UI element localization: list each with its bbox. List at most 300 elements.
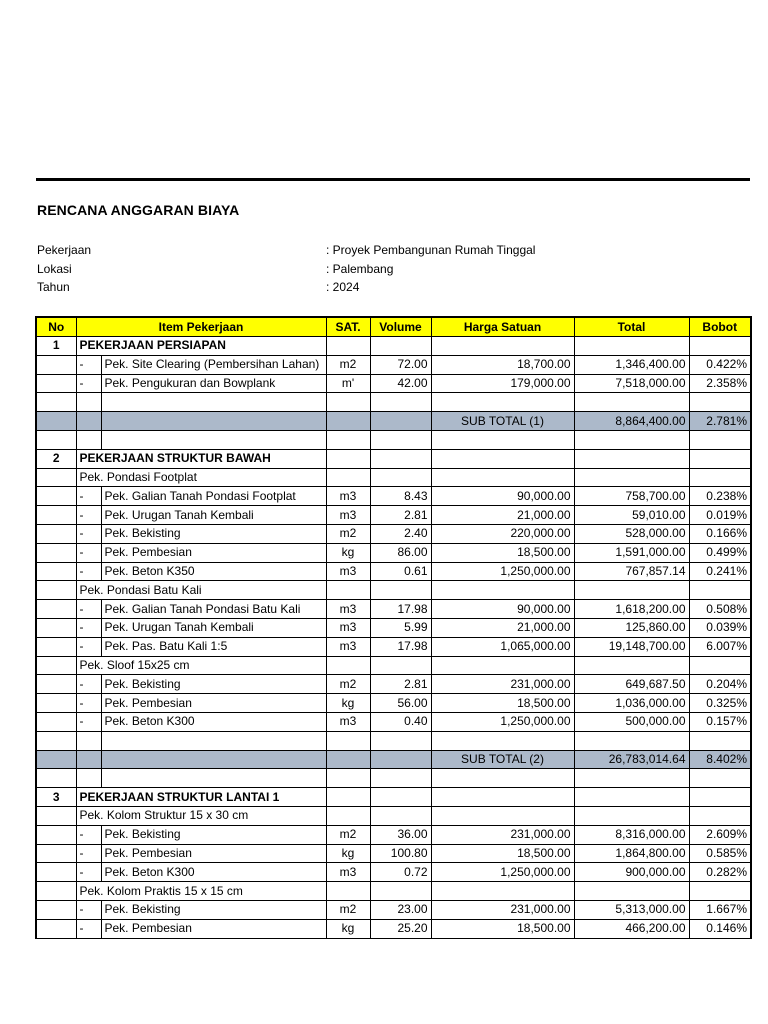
item-total: 1,591,000.00 xyxy=(574,543,689,562)
item-total: 466,200.00 xyxy=(574,919,689,938)
item-sat: m3 xyxy=(326,712,370,731)
item-dash: - xyxy=(76,900,101,919)
cell-volume xyxy=(370,337,431,356)
cell-bobot xyxy=(689,882,751,901)
row-no xyxy=(36,882,76,901)
section-title-text: PEKERJAAN PERSIAPAN xyxy=(79,338,226,353)
table-body xyxy=(36,337,751,939)
item-total: 59,010.00 xyxy=(574,506,689,525)
cell-bobot xyxy=(689,449,751,468)
group-title: Pek. Pondasi Batu Kali xyxy=(76,581,326,600)
item-bobot: 0.039% xyxy=(689,618,751,637)
item-name: Pek. Galian Tanah Pondasi Footplat xyxy=(101,487,326,506)
row-no xyxy=(36,543,76,562)
header-item: Item Pekerjaan xyxy=(76,317,326,337)
group-row xyxy=(36,581,751,600)
row-no xyxy=(36,430,76,449)
cell-harga xyxy=(431,882,574,901)
cell-total xyxy=(574,806,689,825)
header-no: No xyxy=(36,317,76,337)
item-sat: m2 xyxy=(326,524,370,543)
cell-total xyxy=(574,882,689,901)
item-total: 1,618,200.00 xyxy=(574,600,689,619)
cell-harga xyxy=(431,581,574,600)
cell-sat xyxy=(326,430,370,449)
item-harga: 1,250,000.00 xyxy=(431,712,574,731)
item-total: 649,687.50 xyxy=(574,675,689,694)
item-harga: 18,500.00 xyxy=(431,919,574,938)
cell-bobot xyxy=(689,656,751,675)
section-title-text: PEKERJAAN STRUKTUR BAWAH xyxy=(79,451,271,466)
table-row xyxy=(36,543,751,562)
item-harga: 1,250,000.00 xyxy=(431,863,574,882)
item-sat: kg xyxy=(326,844,370,863)
cell-sat xyxy=(326,581,370,600)
row-no xyxy=(36,844,76,863)
document-title: RENCANA ANGGARAN BIAYA xyxy=(37,202,240,218)
cell-harga xyxy=(431,337,574,356)
cell-total xyxy=(574,769,689,788)
item-bobot: 2.609% xyxy=(689,825,751,844)
item-name: Pek. Pembesian xyxy=(101,694,326,713)
subtotal-row xyxy=(36,412,751,431)
cell-harga xyxy=(431,430,574,449)
table-row xyxy=(36,863,751,882)
item-harga: 18,500.00 xyxy=(431,543,574,562)
row-no xyxy=(36,600,76,619)
meta-pekerjaan xyxy=(37,243,536,257)
meta-lokasi xyxy=(37,262,394,276)
table-header-row xyxy=(36,317,751,337)
cell-sat xyxy=(326,449,370,468)
item-bobot: 0.019% xyxy=(689,506,751,525)
cell-sat xyxy=(326,412,370,431)
cell-volume xyxy=(370,882,431,901)
item-volume: 0.40 xyxy=(370,712,431,731)
item-name: Pek. Bekisting xyxy=(101,675,326,694)
table-row xyxy=(36,506,751,525)
meta-value: : Proyek Pembangunan Rumah Tinggal xyxy=(326,243,536,257)
cell-volume xyxy=(370,788,431,807)
meta-label: Tahun xyxy=(37,280,70,294)
item-harga: 21,000.00 xyxy=(431,506,574,525)
item-bobot: 1.667% xyxy=(689,900,751,919)
cell-sat xyxy=(326,769,370,788)
cell-bobot xyxy=(689,806,751,825)
cell-volume xyxy=(370,430,431,449)
cell-volume xyxy=(370,656,431,675)
item-dash: - xyxy=(76,543,101,562)
item-dash: - xyxy=(76,562,101,581)
item-volume: 23.00 xyxy=(370,900,431,919)
item-name: Pek. Pengukuran dan Bowplank xyxy=(101,374,326,393)
section-title xyxy=(76,337,326,356)
item-volume: 0.72 xyxy=(370,863,431,882)
cell-volume xyxy=(370,750,431,769)
item-volume: 2.81 xyxy=(370,675,431,694)
item-volume: 72.00 xyxy=(370,355,431,374)
item-bobot: 0.282% xyxy=(689,863,751,882)
row-no xyxy=(36,919,76,938)
cell-sat xyxy=(326,882,370,901)
item-total: 8,316,000.00 xyxy=(574,825,689,844)
section-row xyxy=(36,788,751,807)
item-volume: 17.98 xyxy=(370,637,431,656)
table-row xyxy=(36,844,751,863)
table-row xyxy=(36,524,751,543)
item-dash: - xyxy=(76,863,101,882)
cell-volume xyxy=(370,731,431,750)
table-row xyxy=(36,675,751,694)
item-bobot: 0.146% xyxy=(689,919,751,938)
table-row xyxy=(36,355,751,374)
item-volume: 25.20 xyxy=(370,919,431,938)
cell-sat xyxy=(326,468,370,487)
table-row xyxy=(36,694,751,713)
item-dash: - xyxy=(76,694,101,713)
blank-row xyxy=(36,769,751,788)
subtotal-bobot: 8.402% xyxy=(689,750,751,769)
cell-dash xyxy=(76,769,101,788)
item-harga: 231,000.00 xyxy=(431,900,574,919)
row-no xyxy=(36,825,76,844)
item-harga: 21,000.00 xyxy=(431,618,574,637)
item-harga: 90,000.00 xyxy=(431,600,574,619)
item-sat: m3 xyxy=(326,487,370,506)
item-harga: 231,000.00 xyxy=(431,675,574,694)
cell-volume xyxy=(370,769,431,788)
item-dash: - xyxy=(76,524,101,543)
item-name: Pek. Bekisting xyxy=(101,825,326,844)
item-sat: m3 xyxy=(326,637,370,656)
blank-row xyxy=(36,731,751,750)
cell-total xyxy=(574,430,689,449)
cell-sat xyxy=(326,806,370,825)
item-dash: - xyxy=(76,506,101,525)
cell-bobot xyxy=(689,468,751,487)
row-no xyxy=(36,806,76,825)
cell-dash xyxy=(76,750,101,769)
item-harga: 90,000.00 xyxy=(431,487,574,506)
meta-value: : Palembang xyxy=(326,262,394,276)
item-name: Pek. Pas. Batu Kali 1:5 xyxy=(101,637,326,656)
item-volume: 2.81 xyxy=(370,506,431,525)
subtotal-label: SUB TOTAL (2) xyxy=(431,750,574,769)
item-name: Pek. Beton K300 xyxy=(101,863,326,882)
cell-harga xyxy=(431,393,574,412)
cell-volume xyxy=(370,468,431,487)
row-no xyxy=(36,412,76,431)
row-no xyxy=(36,731,76,750)
item-name: Pek. Beton K350 xyxy=(101,562,326,581)
rab-table xyxy=(35,316,752,939)
cell-volume xyxy=(370,412,431,431)
cell-volume xyxy=(370,393,431,412)
cell-sat xyxy=(326,788,370,807)
table-row xyxy=(36,900,751,919)
subtotal-total: 8,864,400.00 xyxy=(574,412,689,431)
item-name: Pek. Pembesian xyxy=(101,543,326,562)
item-total: 900,000.00 xyxy=(574,863,689,882)
item-total: 125,860.00 xyxy=(574,618,689,637)
item-dash: - xyxy=(76,487,101,506)
cell-bobot xyxy=(689,430,751,449)
item-name: Pek. Bekisting xyxy=(101,524,326,543)
item-volume: 0.61 xyxy=(370,562,431,581)
row-no: 1 xyxy=(36,337,76,356)
cell-dash xyxy=(76,430,101,449)
item-dash: - xyxy=(76,618,101,637)
item-harga: 179,000.00 xyxy=(431,374,574,393)
top-rule xyxy=(36,178,750,181)
table-row xyxy=(36,712,751,731)
item-total: 1,036,000.00 xyxy=(574,694,689,713)
section-title xyxy=(76,449,326,468)
item-total: 500,000.00 xyxy=(574,712,689,731)
meta-label: Pekerjaan xyxy=(37,243,92,257)
cell-dash xyxy=(76,412,101,431)
table-row xyxy=(36,487,751,506)
table-row xyxy=(36,919,751,938)
item-sat: kg xyxy=(326,919,370,938)
item-bobot: 0.157% xyxy=(689,712,751,731)
table-row xyxy=(36,562,751,581)
row-no xyxy=(36,900,76,919)
item-name: Pek. Pembesian xyxy=(101,919,326,938)
item-sat: kg xyxy=(326,543,370,562)
item-total: 758,700.00 xyxy=(574,487,689,506)
cell-harga xyxy=(431,731,574,750)
item-harga: 1,065,000.00 xyxy=(431,637,574,656)
cell-item xyxy=(101,412,326,431)
item-bobot: 2.358% xyxy=(689,374,751,393)
item-name: Pek. Urugan Tanah Kembali xyxy=(101,506,326,525)
cell-total xyxy=(574,337,689,356)
cell-total xyxy=(574,581,689,600)
cell-harga xyxy=(431,769,574,788)
cell-sat xyxy=(326,337,370,356)
item-volume: 56.00 xyxy=(370,694,431,713)
group-row xyxy=(36,656,751,675)
cell-total xyxy=(574,656,689,675)
section-row xyxy=(36,337,751,356)
cell-bobot xyxy=(689,393,751,412)
group-row xyxy=(36,806,751,825)
cell-harga xyxy=(431,449,574,468)
item-total: 767,857.14 xyxy=(574,562,689,581)
item-bobot: 0.499% xyxy=(689,543,751,562)
item-dash: - xyxy=(76,675,101,694)
cell-bobot xyxy=(689,581,751,600)
item-total: 5,313,000.00 xyxy=(574,900,689,919)
cell-bobot xyxy=(689,769,751,788)
row-no xyxy=(36,468,76,487)
group-title: Pek. Sloof 15x25 cm xyxy=(76,656,326,675)
item-sat: m3 xyxy=(326,618,370,637)
item-bobot: 6.007% xyxy=(689,637,751,656)
meta-tahun xyxy=(37,280,360,294)
table-row xyxy=(36,825,751,844)
item-bobot: 0.585% xyxy=(689,844,751,863)
cell-sat xyxy=(326,393,370,412)
item-bobot: 0.204% xyxy=(689,675,751,694)
blank-row xyxy=(36,393,751,412)
item-sat: m2 xyxy=(326,825,370,844)
row-no xyxy=(36,393,76,412)
section-row xyxy=(36,449,751,468)
item-sat: m' xyxy=(326,374,370,393)
cell-item xyxy=(101,750,326,769)
cell-item xyxy=(101,393,326,412)
item-volume: 100.80 xyxy=(370,844,431,863)
item-harga: 231,000.00 xyxy=(431,825,574,844)
cell-total xyxy=(574,468,689,487)
cell-total xyxy=(574,449,689,468)
item-volume: 8.43 xyxy=(370,487,431,506)
item-total: 528,000.00 xyxy=(574,524,689,543)
subtotal-bobot: 2.781% xyxy=(689,412,751,431)
row-no xyxy=(36,355,76,374)
cell-harga xyxy=(431,788,574,807)
item-dash: - xyxy=(76,600,101,619)
meta-label: Lokasi xyxy=(37,262,72,276)
item-harga: 18,500.00 xyxy=(431,844,574,863)
subtotal-label: SUB TOTAL (1) xyxy=(431,412,574,431)
cell-harga xyxy=(431,806,574,825)
group-title: Pek. Pondasi Footplat xyxy=(76,468,326,487)
group-row xyxy=(36,882,751,901)
row-no xyxy=(36,712,76,731)
item-name: Pek. Pembesian xyxy=(101,844,326,863)
section-title xyxy=(76,788,326,807)
table-row xyxy=(36,600,751,619)
item-volume: 42.00 xyxy=(370,374,431,393)
item-harga: 1,250,000.00 xyxy=(431,562,574,581)
item-bobot: 0.241% xyxy=(689,562,751,581)
item-sat: m2 xyxy=(326,355,370,374)
item-dash: - xyxy=(76,637,101,656)
item-dash: - xyxy=(76,712,101,731)
header-sat: SAT. xyxy=(326,317,370,337)
section-title-text: PEKERJAAN STRUKTUR LANTAI 1 xyxy=(79,789,280,804)
cell-item xyxy=(101,430,326,449)
cell-bobot xyxy=(689,788,751,807)
group-title: Pek. Kolom Praktis 15 x 15 cm xyxy=(76,882,326,901)
cell-sat xyxy=(326,750,370,769)
cell-dash xyxy=(76,731,101,750)
cell-volume xyxy=(370,581,431,600)
item-sat: m3 xyxy=(326,600,370,619)
row-no: 3 xyxy=(36,788,76,807)
cell-harga xyxy=(431,468,574,487)
row-no xyxy=(36,374,76,393)
cell-item xyxy=(101,731,326,750)
cell-bobot xyxy=(689,337,751,356)
item-name: Pek. Beton K300 xyxy=(101,712,326,731)
item-sat: m2 xyxy=(326,900,370,919)
meta-value: : 2024 xyxy=(326,280,360,294)
cell-volume xyxy=(370,449,431,468)
item-dash: - xyxy=(76,355,101,374)
item-bobot: 0.325% xyxy=(689,694,751,713)
group-title: Pek. Kolom Struktur 15 x 30 cm xyxy=(76,806,326,825)
row-no xyxy=(36,581,76,600)
row-no xyxy=(36,769,76,788)
header-volume: Volume xyxy=(370,317,431,337)
item-bobot: 0.422% xyxy=(689,355,751,374)
header-bobot: Bobot xyxy=(689,317,751,337)
table-row xyxy=(36,618,751,637)
row-no xyxy=(36,487,76,506)
item-total: 1,864,800.00 xyxy=(574,844,689,863)
item-sat: kg xyxy=(326,694,370,713)
item-bobot: 0.238% xyxy=(689,487,751,506)
item-total: 7,518,000.00 xyxy=(574,374,689,393)
row-no xyxy=(36,656,76,675)
item-sat: m3 xyxy=(326,863,370,882)
cell-dash xyxy=(76,393,101,412)
cell-sat xyxy=(326,656,370,675)
item-sat: m3 xyxy=(326,506,370,525)
cell-total xyxy=(574,393,689,412)
row-no xyxy=(36,506,76,525)
item-total: 1,346,400.00 xyxy=(574,355,689,374)
cell-item xyxy=(101,769,326,788)
item-dash: - xyxy=(76,825,101,844)
item-dash: - xyxy=(76,919,101,938)
item-dash: - xyxy=(76,844,101,863)
row-no: 2 xyxy=(36,449,76,468)
item-bobot: 0.508% xyxy=(689,600,751,619)
cell-volume xyxy=(370,806,431,825)
item-sat: m3 xyxy=(326,562,370,581)
item-dash: - xyxy=(76,374,101,393)
cell-bobot xyxy=(689,731,751,750)
row-no xyxy=(36,675,76,694)
row-no xyxy=(36,637,76,656)
table-row xyxy=(36,374,751,393)
cell-harga xyxy=(431,656,574,675)
item-name: Pek. Urugan Tanah Kembali xyxy=(101,618,326,637)
item-volume: 36.00 xyxy=(370,825,431,844)
row-no xyxy=(36,694,76,713)
subtotal-row xyxy=(36,750,751,769)
item-harga: 18,700.00 xyxy=(431,355,574,374)
item-volume: 17.98 xyxy=(370,600,431,619)
header-harga-satuan: Harga Satuan xyxy=(431,317,574,337)
cell-total xyxy=(574,788,689,807)
item-volume: 2.40 xyxy=(370,524,431,543)
item-volume: 5.99 xyxy=(370,618,431,637)
item-bobot: 0.166% xyxy=(689,524,751,543)
row-no xyxy=(36,750,76,769)
cell-total xyxy=(574,731,689,750)
item-volume: 86.00 xyxy=(370,543,431,562)
blank-row xyxy=(36,430,751,449)
row-no xyxy=(36,562,76,581)
subtotal-total: 26,783,014.64 xyxy=(574,750,689,769)
row-no xyxy=(36,524,76,543)
item-harga: 220,000.00 xyxy=(431,524,574,543)
item-name: Pek. Bekisting xyxy=(101,900,326,919)
item-harga: 18,500.00 xyxy=(431,694,574,713)
item-name: Pek. Galian Tanah Pondasi Batu Kali xyxy=(101,600,326,619)
group-row xyxy=(36,468,751,487)
cell-sat xyxy=(326,731,370,750)
header-total: Total xyxy=(574,317,689,337)
item-name: Pek. Site Clearing (Pembersihan Lahan) xyxy=(101,355,326,374)
item-total: 19,148,700.00 xyxy=(574,637,689,656)
